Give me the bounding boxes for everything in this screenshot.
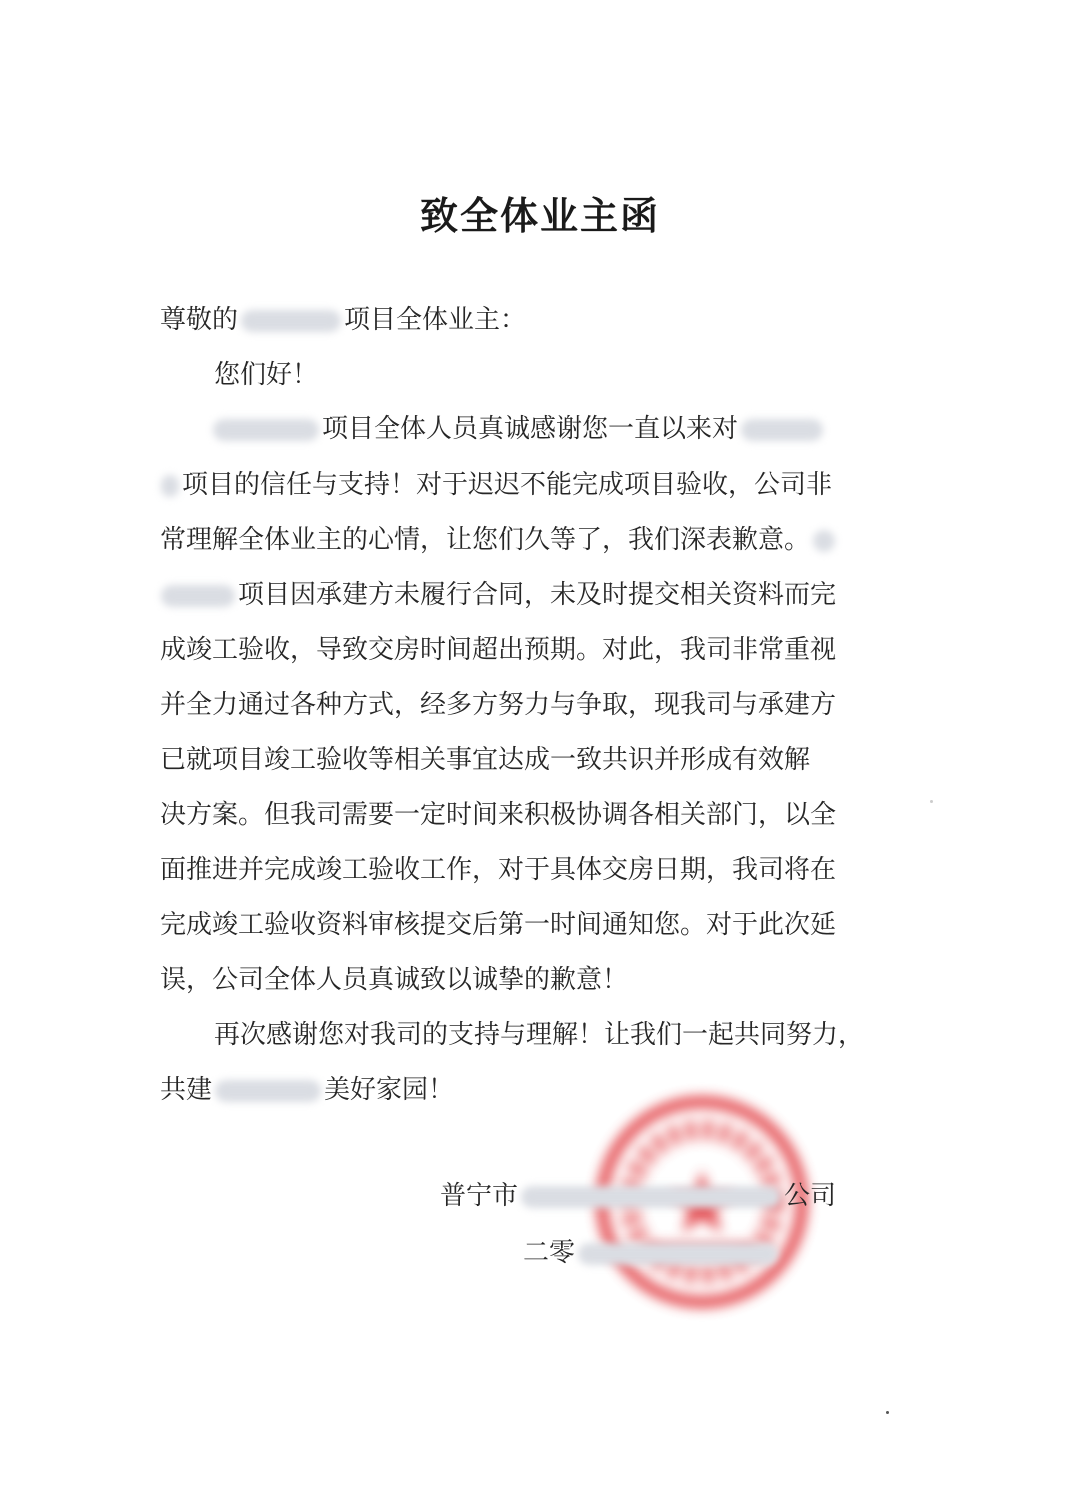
redacted-project-name — [741, 419, 823, 441]
signature-date: 二零 — [523, 1238, 781, 1268]
redacted-project-name — [161, 475, 179, 497]
redacted-project-name — [241, 310, 341, 332]
scan-speck — [886, 1411, 889, 1414]
paragraph1-line8: 决方案。但我司需要一定时间来积极协调各相关部门，以全 — [160, 800, 837, 830]
paragraph1-line3: 常理解全体业主的心情，让您们久等了，我们深表歉意。 — [160, 525, 890, 555]
paragraph1-line2: 项目的信任与支持！对于迟迟不能完成项目验收，公司非 — [158, 470, 888, 500]
paragraph1-line7: 已就项目竣工验收等相关事宜达成一致共识并形成有效解 — [160, 745, 811, 775]
paragraph1-line5: 成竣工验收，导致交房时间超出预期。对此，我司非常重视 — [160, 635, 837, 665]
signature-company: 普宁市 公司 — [440, 1181, 837, 1211]
paragraph1-line9: 面推进并完成竣工验收工作，对于具体交房日期，我司将在 — [160, 855, 837, 885]
letter-title: 致全体业主函 — [419, 194, 660, 238]
greeting: 您们好！ — [214, 360, 319, 390]
paragraph1-line6: 并全力通过各种方式，经多方努力与争取，现我司与承建方 — [160, 690, 837, 720]
paragraph1-line4: 项目因承建方未履行合同，未及时提交相关资料而完 — [158, 580, 888, 610]
salutation — [160, 305, 890, 335]
redacted-project-name — [215, 1080, 321, 1102]
salutation-suffix: 项目全体业主： — [344, 305, 527, 335]
redacted-project-name — [813, 530, 835, 552]
redacted-date — [578, 1243, 778, 1265]
salutation-prefix: 尊敬的 — [160, 305, 239, 335]
paragraph1-line11: 误，公司全体人员真诚致以诚挚的歉意！ — [160, 965, 629, 995]
redacted-project-name — [213, 419, 319, 441]
paragraph2-line2: 共建 美好家园！ — [160, 1075, 455, 1105]
scan-speck — [930, 800, 933, 803]
paragraph1-line1: 项目全体人员真诚感谢您一直以来对 — [210, 414, 940, 444]
redacted-company-name — [521, 1186, 781, 1208]
paragraph1-line10: 完成竣工验收资料审核提交后第一时间通知您。对于此次延 — [160, 910, 837, 940]
redacted-project-name — [161, 585, 235, 607]
paragraph2-line1: 再次感谢您对我司的支持与理解！让我们一起共同努力， — [214, 1020, 865, 1050]
